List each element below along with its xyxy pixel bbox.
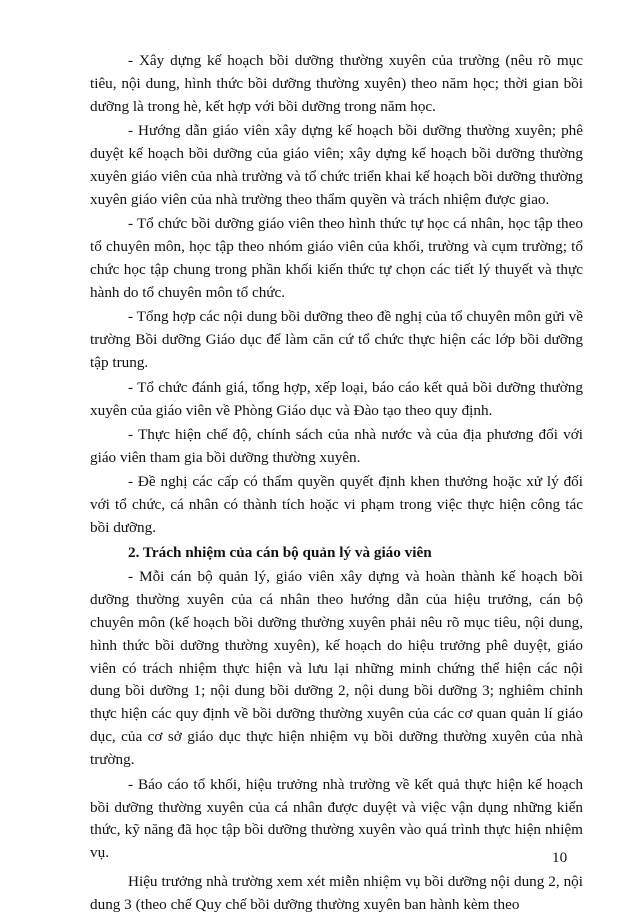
paragraph-policy: - Thực hiện chế độ, chính sách của nhà nước và của địa phương đối với giáo viên tham gia bồi dưỡng thường xuyên. (90, 426, 583, 466)
paragraph-evaluate-report: - Tổ chức đánh giá, tổng hợp, xếp loại, báo cáo kết quả bồi dưỡng thường xuyên của giáo viên về Phòng Giáo dục và Đào tạo theo quy định. (90, 378, 583, 419)
section-heading: 2. Trách nhiệm của cán bộ quản lý và giáo viên (128, 543, 432, 561)
paragraph-guide-teachers: - Hướng dẫn giáo viên xây dựng kế hoạch bồi dưỡng thường xuyên; phê duyệt kế hoạch bồi dưỡng của giáo viên; xây dựng kế hoạch bồi dưỡng thường xuyên giáo viên của nhà trường và tổ chức triển khai kế hoạch bồi dưỡng thường xuyên giáo viên của nhà trường theo thẩm quyền và trách nhiệm được giao. (90, 122, 583, 208)
paragraph-commendation: - Đề nghị các cấp có thẩm quyền quyết định khen thưởng hoặc xử lý đối với tổ chức, cá nhân có thành tích hoặc vi phạm trong việc thực hiện công tác bồi dưỡng. (90, 473, 583, 537)
paragraph-principal-exemption: Hiệu trưởng nhà trường xem xét miễn nhiệm vụ bồi dưỡng nội dung 2, nội dung 3 (theo chế Quy chế bồi dưỡng thường xuyên ban hành kèm theo (90, 873, 583, 914)
paragraph-staff-plan: - Mỗi cán bộ quản lý, giáo viên xây dựng và hoàn thành kế hoạch bồi dưỡng thường xuyên của cá nhân theo hướng dẫn của hiệu trưởng, cán bộ chuyên môn (kế hoạch bồi dưỡng thường xuyên phải nêu rõ mục tiêu, nội dung, hình thức bồi dưỡng thường xuyên), kế hoạch do hiệu trưởng phê duyệt, giáo viên có trách nhiệm thực hiện và lưu lại những minh chứng thể hiện các nội dung bồi dưỡng 1; nội dung bồi dưỡng 2, nội dung bồi dưỡng 3; nghiêm chỉnh thực hiện các quy định về bồi dưỡng thường xuyên của các cơ quan quản lí giáo dục, của cơ sở giáo dục thực hiện nhiệm vụ bồi dưỡng thường xuyên của nhà trường. (90, 567, 583, 769)
paragraph-organize-training: - Tổ chức bồi dưỡng giáo viên theo hình thức tự học cá nhân, học tập theo tổ chuyên môn, học tập theo nhóm giáo viên của khối, trường và cụm trường; tổ chức học tập chung trong phần khối kiến thức tự chọn các tiết lý thuyết và thực hành do tổ chuyên môn tổ chức. (90, 215, 583, 302)
paragraph-plan-building: - Xây dựng kế hoạch bồi dưỡng thường xuyên của trường (nêu rõ mục tiêu, nội dung, hình thức bồi dưỡng thường xuyên) theo năm học; thời gian bồi dưỡng là trong hè, kết hợp với bồi dưỡng trong năm học. (90, 52, 583, 115)
document-body (90, 50, 583, 919)
paragraph-summarize-content: - Tổng hợp các nội dung bồi dưỡng theo đề nghị của tổ chuyên môn gửi về trường Bồi dưỡng Giáo dục để làm căn cứ tổ chức thực hiện các lớp bồi dưỡng tập trung. (90, 308, 583, 372)
paragraph-staff-report: - Báo cáo tổ khối, hiệu trưởng nhà trường về kết quả thực hiện kế hoạch bồi dưỡng thường xuyên của cá nhân được duyệt và việc vận dụng những kiến thức, kỹ năng đã học tập bồi dưỡng thường xuyên vào quá trình thực hiện nhiệm vụ. (90, 775, 583, 862)
page-number: 10 (552, 849, 568, 866)
